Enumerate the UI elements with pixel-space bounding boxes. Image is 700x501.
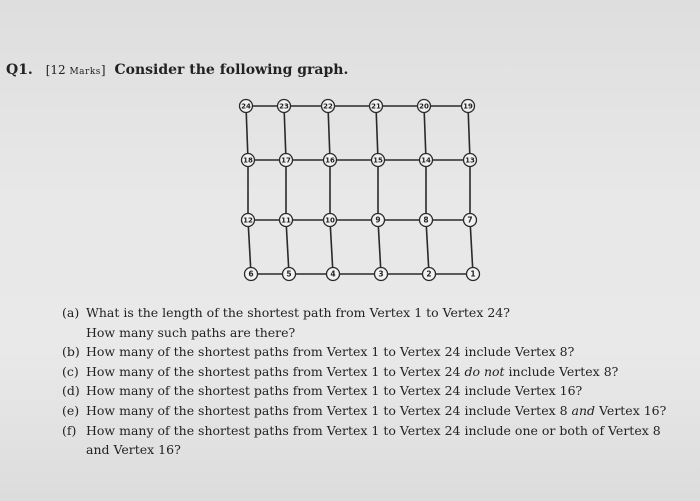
vertex-22 [322,100,335,113]
vertex-label: 14 [421,156,431,165]
vertex-2 [423,268,436,281]
vertex-14 [420,154,433,167]
question-c-text-post: include Vertex 8? [504,363,619,379]
vertex-label: 11 [281,216,291,225]
vertex-16 [324,154,337,167]
vertex-13 [464,154,477,167]
question-e-text-post: Vertex 16? [595,402,667,418]
vertex-label: 19 [463,102,473,111]
question-c-text [86,362,682,382]
vertex-label: 23 [279,102,289,111]
edge-10-4 [330,220,333,274]
question-f [62,421,682,460]
vertex-9 [372,214,385,227]
question-f-line1: How many of the shortest paths from Vertex 1 to Vertex 24 include one or both of Vertex 8 [86,422,661,438]
vertex-label: 21 [371,102,381,111]
vertex-8 [420,214,433,227]
vertex-label: 8 [423,215,429,225]
edge-24-18 [246,106,248,160]
vertex-15 [372,154,385,167]
vertex-20 [418,100,431,113]
vertex-label: 16 [325,156,335,165]
vertex-label: 15 [373,156,383,165]
question-header [6,62,348,78]
question-e-emphasis: and [571,402,596,418]
edge-9-3 [378,220,381,274]
question-prompt: Consider the following graph. [114,62,349,78]
vertex-label: 9 [375,215,381,225]
edge-8-2 [426,220,429,274]
question-a-line1: What is the length of the shortest path from Vertex 1 to Vertex 24? [86,305,510,320]
edge-19-13 [468,106,470,160]
vertex-label: 12 [243,216,253,225]
marks-word: Marks [69,67,101,77]
vertex-21 [370,100,383,113]
edge-20-14 [424,106,426,160]
vertex-23 [278,100,291,113]
vertex-18 [242,154,255,167]
question-b-text: How many of the shortest paths from Vertex 1 to Vertex 24 include Vertex 8? [86,344,575,360]
vertex-label: 20 [419,102,429,111]
question-c-text-pre: How many of the shortest paths from Vertex 1 to Vertex 24 [86,363,465,379]
edge-22-16 [328,106,330,160]
question-list [62,303,682,460]
question-f-label: (f) [62,422,77,438]
question-e-text-pre: How many of the shortest paths from Vertex 1 to Vertex 24 include Vertex 8 [86,402,572,418]
vertex-19 [462,100,475,113]
vertex-10 [324,214,337,227]
question-c [62,362,682,382]
vertex-17 [280,154,293,167]
vertex-11 [280,214,293,227]
vertex-label: 5 [286,269,292,279]
question-d [62,381,682,401]
vertex-label: 22 [323,102,333,111]
vertex-label: 24 [241,102,251,111]
vertex-4 [327,268,340,281]
vertex-label: 18 [243,156,253,165]
vertex-label: 2 [426,269,432,279]
vertex-6 [245,268,258,281]
question-c-emphasis: do not [464,363,505,379]
vertex-label: 17 [281,156,291,165]
question-e-text [86,401,682,421]
question-a-label: (a) [62,305,80,320]
question-d-label: (d) [62,383,80,399]
vertex-label: 7 [467,215,473,225]
vertex-label: 13 [465,156,475,165]
vertex-label: 10 [325,216,335,225]
grid-graph [228,92,490,288]
question-e-label: (e) [62,402,80,418]
edge-21-15 [376,106,378,160]
edge-12-6 [248,220,251,274]
vertex-label: 6 [248,269,254,279]
vertex-7 [464,214,477,227]
vertex-3 [375,268,388,281]
question-a-line2: How many such paths are there? [86,324,296,340]
vertex-1 [467,268,480,281]
marks-open: [12 [45,63,70,77]
question-b-label: (b) [62,344,80,360]
question-e [62,401,682,421]
edge-11-5 [286,220,289,274]
vertex-label: 4 [330,269,336,279]
question-b [62,342,682,362]
vertex-5 [283,268,296,281]
vertex-label: 1 [470,269,476,279]
edge-23-17 [284,106,286,160]
question-c-label: (c) [62,363,79,379]
question-f-line2: and Vertex 16? [86,442,181,458]
vertex-24 [240,100,253,113]
question-d-text: How many of the shortest paths from Vertex 1 to Vertex 24 include Vertex 16? [86,383,583,399]
edge-7-1 [470,220,473,274]
marks-indicator [46,63,106,77]
question-a [62,303,682,342]
vertex-label: 3 [378,269,384,279]
marks-close: ] [100,63,106,77]
question-number: Q1. [6,62,33,78]
vertex-12 [242,214,255,227]
